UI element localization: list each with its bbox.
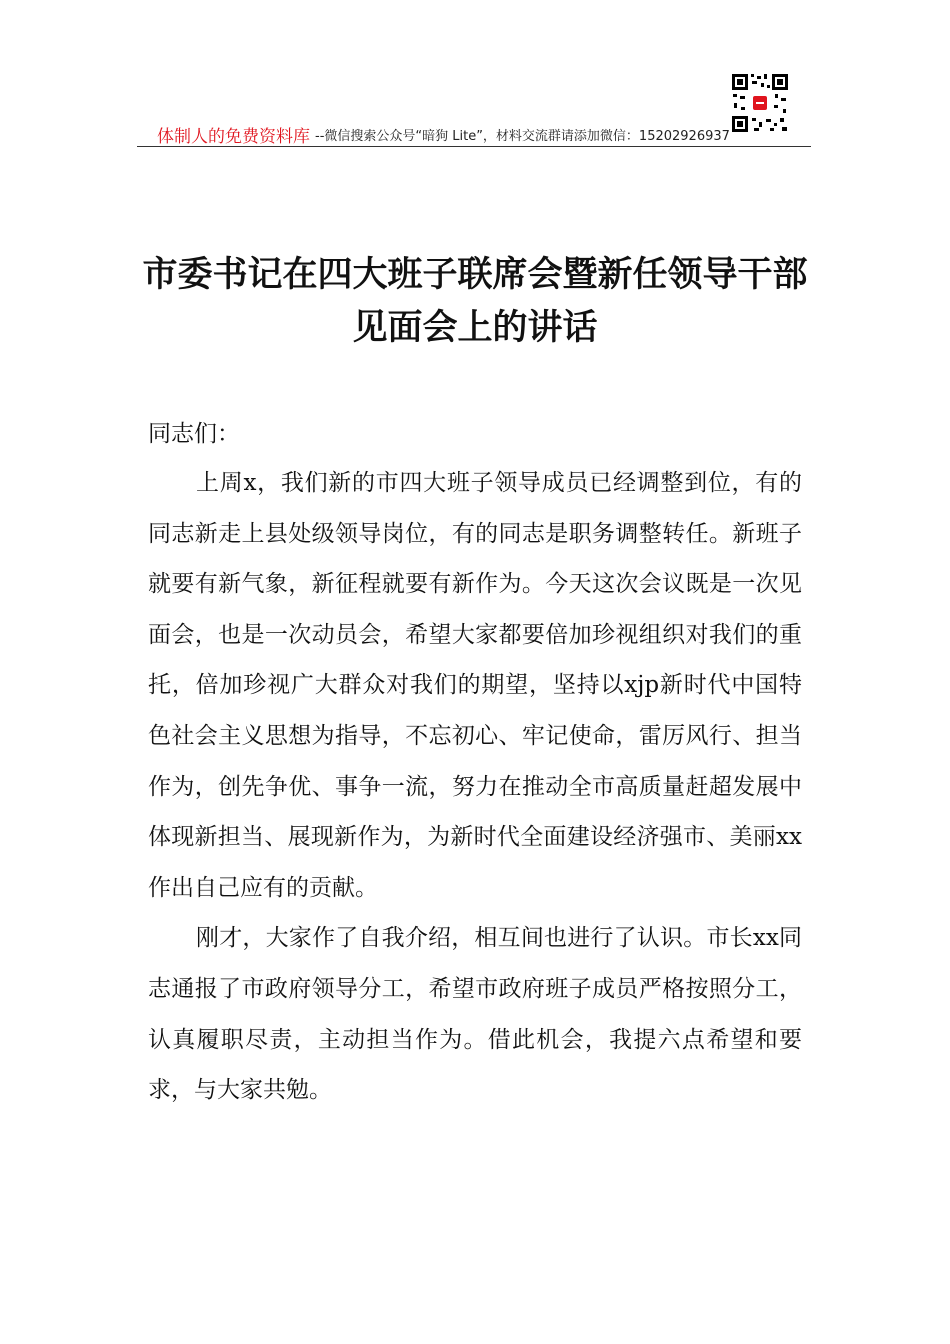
document-body (148, 410, 802, 1116)
salutation: 同志们： (148, 421, 240, 447)
paragraph: 刚才，大家作了自我介绍，相互间也进行了认识。市长xx同志通报了市政府领导分工，希望市政府班子成员严格按照分工，认真履职尽责，主动担当作为。借此机会，我提六点希望和要求，与大家共勉。 (148, 925, 802, 1104)
header-bar (137, 120, 811, 147)
paragraph: 上周x，我们新的市四大班子领导成员已经调整到位，有的同志新走上县处级领导岗位，有的同志是职务调整转任。新班子就要有新气象，新征程就要有新作为。今天这次会议既是一次见面会，也是一次动员会，希望大家都要倍加珍视组织对我们的重托，倍加珍视广大群众对我们的期望，坚持以xjp新时代中国特色社会主义思想为指导，不忘初心、牢记使命，雷厉风行、担当作为，创先争优、事争一流，努力在推动全市高质量赶超发展中体现新担当、展现新作为，为新时代全面建设经济强市、美丽xx作出自己应有的贡献。 (148, 470, 802, 901)
document-title: 市委书记在四大班子联席会暨新任领导干部见面会上的讲话 (142, 254, 808, 348)
brand-name: 体制人的免费资料库 (157, 127, 310, 147)
header-tagline: --微信搜索公众号“暗狗 Lite”，材料交流群请添加微信：15202926937 (315, 129, 730, 144)
